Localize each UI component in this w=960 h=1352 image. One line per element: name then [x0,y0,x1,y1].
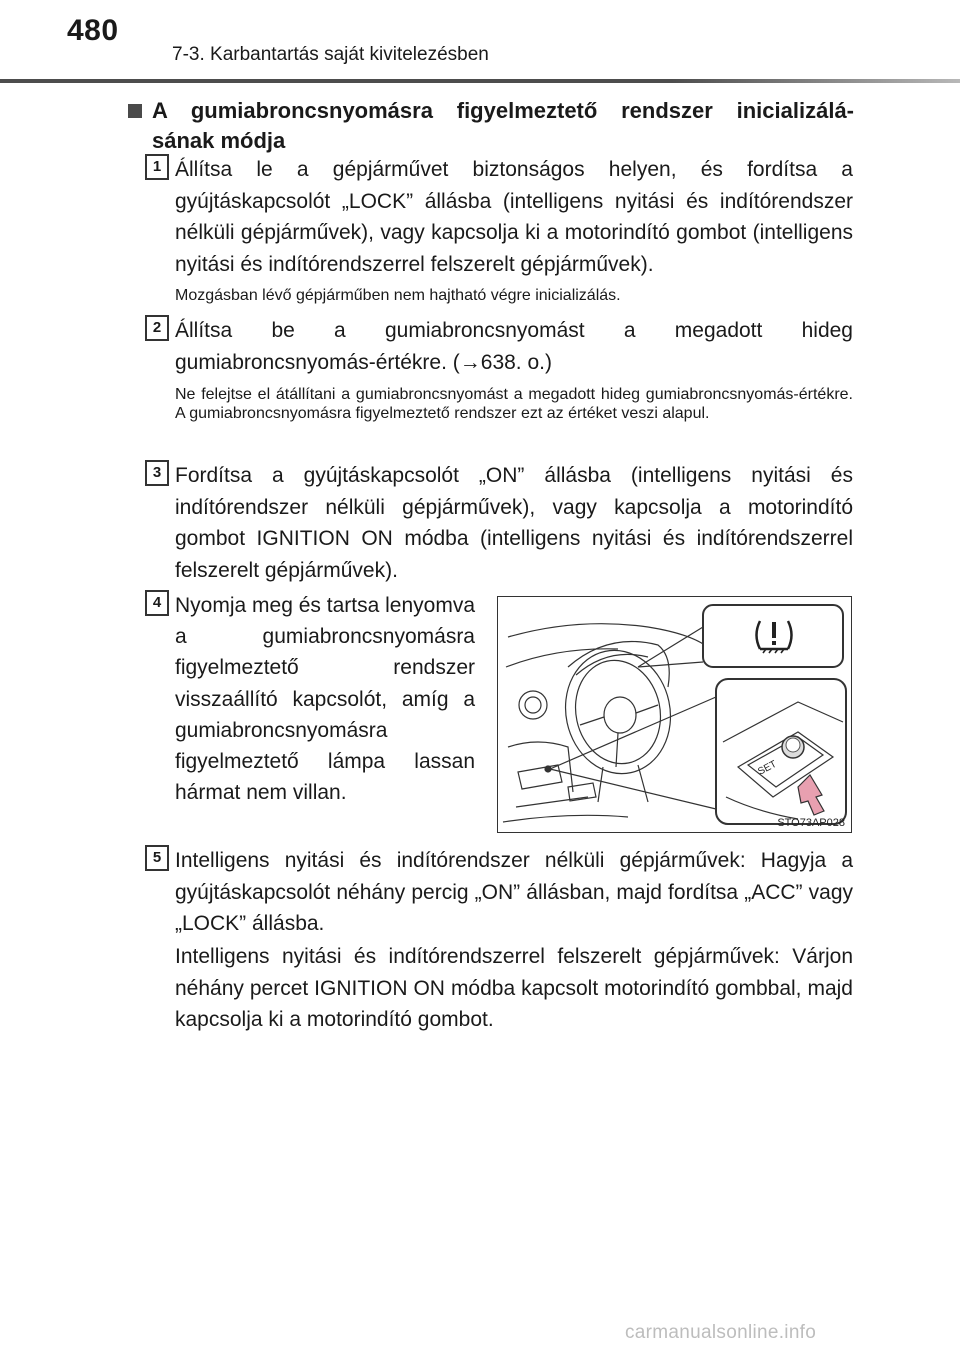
step-number-1: 1 [145,154,169,180]
heading-line-1 [128,96,854,126]
step-5-text: Intelligens nyitási és indítórendszer nélküli gépjárművek: Hagyja a gyújtáskapcsolót néhány percig „ON” állásban, majd fordítsa „ACC” vagy „LOCK” állásba. [175,849,853,935]
step-number-2: 2 [145,315,169,341]
square-bullet-icon [128,104,142,118]
section-title: 7-3. Karbantartás saját kivitelezésben [172,44,489,65]
step-2-text: Állítsa be a gumiabroncsnyomást a megadott hideg gumiabroncsnyomás-értékre. (→638. o.) [175,319,853,374]
step-3-text: Fordítsa a gyújtáskapcsolót „ON” állásba (intelligens nyitási és indítórendszer nélküli gépjárművek), vagy kapcsolja a motorindító gombot IGNITION ON módba (intelligens nyitási és indítórendszerrel felszerelt gépjárművek). [175,464,853,582]
step-1-text: Állítsa le a gépjárművet biztonságos helyen, és fordítsa a gyújtáskapcsolót „LOCK” állásba (intelligens nyitási és indítórendszer nélküli gépjárművek), vagy kapcsolja ki a motorindító gombot (intelligens nyitási és indítórendszerrel felszerelt gépjárművek). [175,158,853,276]
figure-code: STO73AP028 [777,817,845,829]
header-rule [0,79,960,83]
reset-switch-figure [497,596,852,833]
set-button-label: SET [756,758,779,778]
step-1-note: Mozgásban lévő gépjárműben nem hajtható végre inicializálás. [175,287,621,304]
tpms-warning-callout [703,605,843,667]
page-number: 480 [67,14,119,47]
step-number-5: 5 [145,845,169,871]
heading-line-2: sának módja [152,128,286,153]
step-number-3: 3 [145,460,169,486]
heading-line-1-text: A gumiabroncsnyomásra figyelmeztető rendszer inicializálá- [152,98,854,123]
dashboard-illustration [498,597,850,831]
step-number-4: 4 [145,590,169,616]
step-4-text: Nyomja meg és tartsa lenyomva a gumiabroncsnyomásra figyelmeztető rendszer visszaállító kapcsolót, amíg a gumiabroncsnyomásra figyelmeztető lámpa lassan hármat nem villan. [175,594,475,805]
step-5-text-2: Intelligens nyitási és indítórendszerrel felszerelt gépjárművek: Várjon néhány percet IGNITION ON módba kapcsolt motorindító gombbal, majd kapcsolja ki a motorindító gombot. [175,945,853,1031]
step-2-note: Ne felejtse el átállítani a gumiabroncsnyomást a megadott hideg gumiabroncsnyomás-értékre. A gumiabroncsnyomásra figyelmeztető rendszer ezt az értéket veszi alapul. [175,386,853,422]
watermark: carmanualsonline.info [625,1322,817,1343]
reset-switch-callout [716,679,846,824]
procedure-heading [128,96,854,156]
